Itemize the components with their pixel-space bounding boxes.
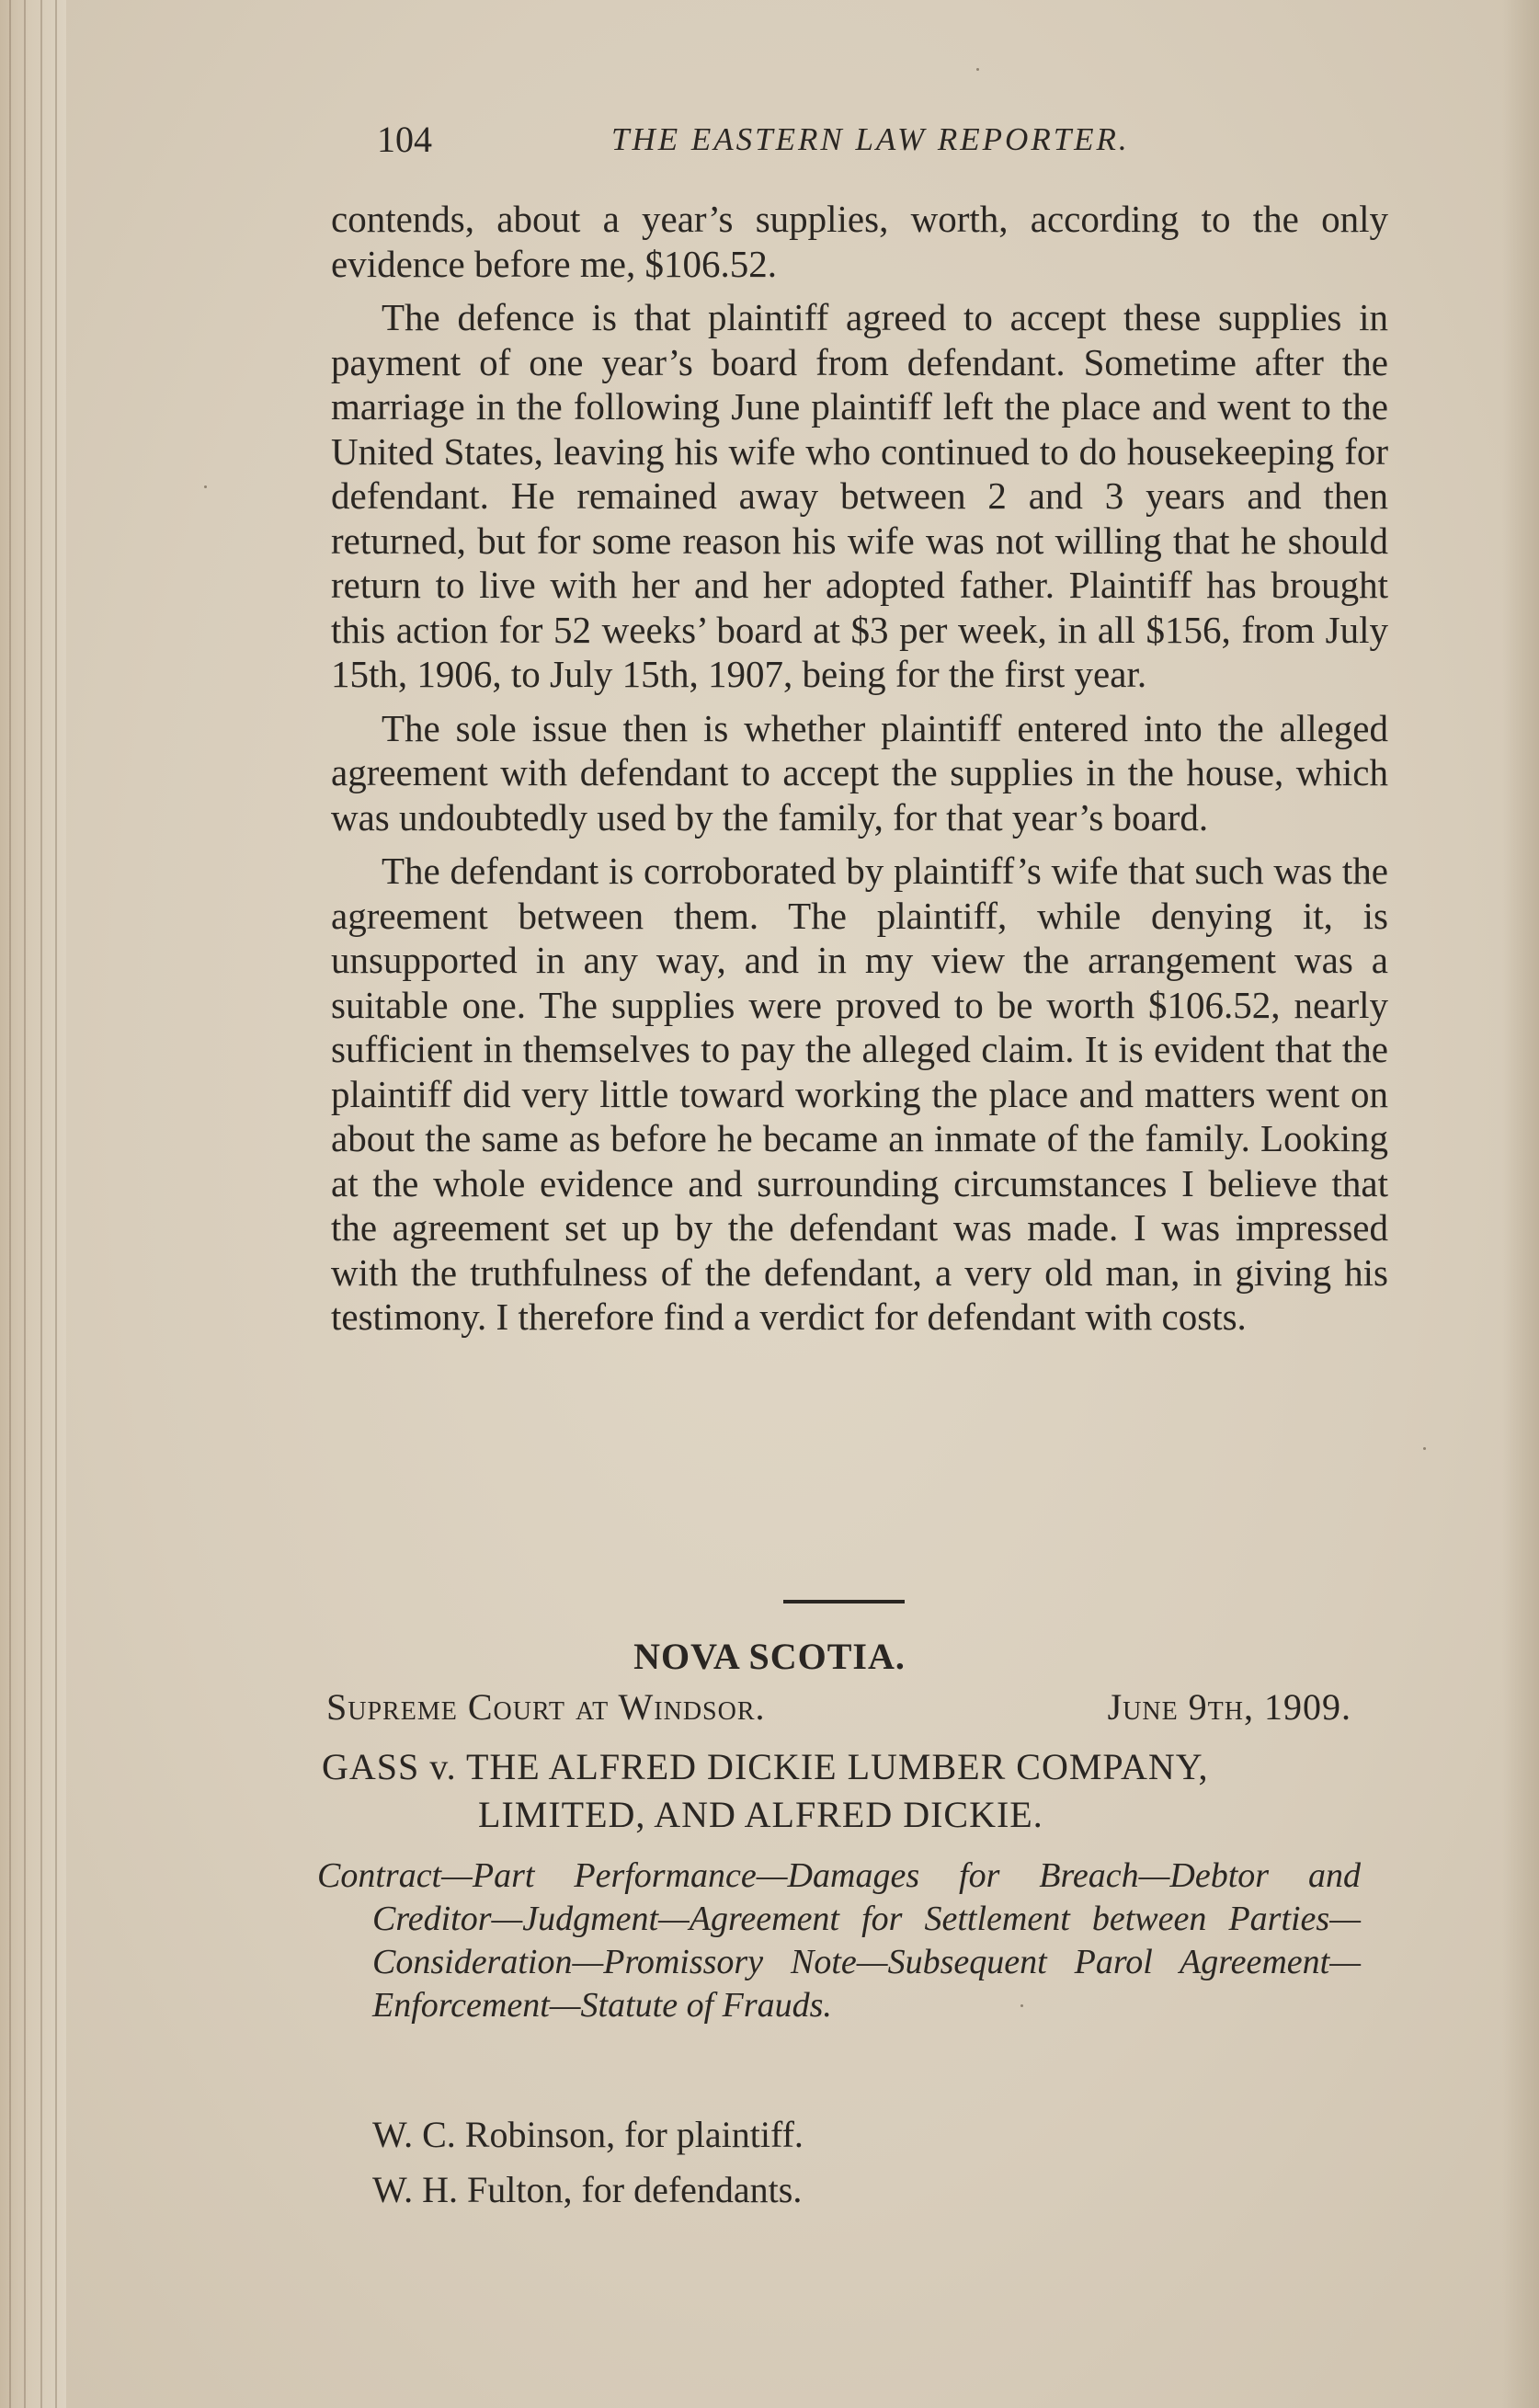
paragraph-defence: The defence is that plaintiff agreed to accept these supplies in payment of one year’s board from defendant. Sometime after the marriage in the following June plaintiff left the place and went to the United States, leaving his wife who continued to do housekeeping for defendant. He remained away between 2 and 3 years and then returned, but for some reason his wife was not willing that he should return to live with her and her adopted father. Plaintiff has brought this action for 52 weeks’ board at $3 per week, in all $156, from July 15th, 1906, to July 15th, 1907, being for the first year. (331, 296, 1388, 695)
paper-speck (1020, 2004, 1023, 2007)
page-edge-shadow (1502, 0, 1539, 2408)
counsel-plaintiff: W. C. Robinson, for plaintiff. (372, 2114, 804, 2155)
paper-speck (1423, 1447, 1426, 1450)
case-title (322, 1743, 1361, 1839)
section-divider (783, 1600, 905, 1603)
paragraph-continued: contends, about a year’s supplies, worth, according to the only evidence before me, $106.52. (331, 198, 1388, 285)
book-spine-gutter (0, 0, 66, 2408)
running-title: THE EASTERN LAW REPORTER. (611, 121, 1130, 157)
province-heading: NOVA SCOTIA. (633, 1636, 906, 1677)
page-number: 104 (377, 119, 432, 160)
opinion-text (331, 197, 1388, 1349)
case-title-line-2: LIMITED, AND ALFRED DICKIE. (478, 1794, 1043, 1835)
gutter-line (55, 0, 57, 2408)
paragraph-finding: The defendant is corroborated by plaintiff’s wife that such was the agreement between them. The plaintiff, while denying it, is unsupported in any way, and in my view the arrangement was a suitable one. The supplies were proved to be worth $106.52, nearly sufficient in themselves to pay the alleged claim. It is evident that the plaintiff did very little toward working the place and matters went on about the same as before he became an inmate of the family. Looking at the whole evidence and surrounding circumstances I believe that the agreement set up by the defendant was made. I was impressed with the truthfulness of the defendant, a very old man, in giving his testimony. I therefore find a verdict for defendant with costs. (331, 850, 1388, 1338)
gutter-line (9, 0, 11, 2408)
paper-speck (976, 68, 979, 71)
paper-speck (204, 485, 207, 488)
gutter-line (24, 0, 26, 2408)
court-name: Supreme Court at Windsor. (326, 1686, 766, 1728)
headnote-keywords: Contract—Part Performance—Damages for Breach—Debtor and Creditor—Judgment—Agreement for Settlement between Parties—Consideration—Promissory Note—Subsequent Parol Agreement—Enforcement—Statute of Frauds. (317, 1856, 1361, 2025)
case-title-line-1: GASS v. THE ALFRED DICKIE LUMBER COMPANY, (322, 1746, 1209, 1787)
page-header (377, 118, 1388, 173)
headnote (317, 1855, 1361, 2027)
decision-date: June 9th, 1909. (1107, 1686, 1351, 1728)
paragraph-sole-issue: The sole issue then is whether plaintiff entered into the alleged agreement with defendant to accept the supplies in the house, which was undoubtedly used by the family, for that year’s board. (331, 706, 1388, 839)
counsel-defendants: W. H. Fulton, for defendants. (372, 2169, 803, 2210)
court-and-date (326, 1685, 1351, 1729)
gutter-line (40, 0, 42, 2408)
